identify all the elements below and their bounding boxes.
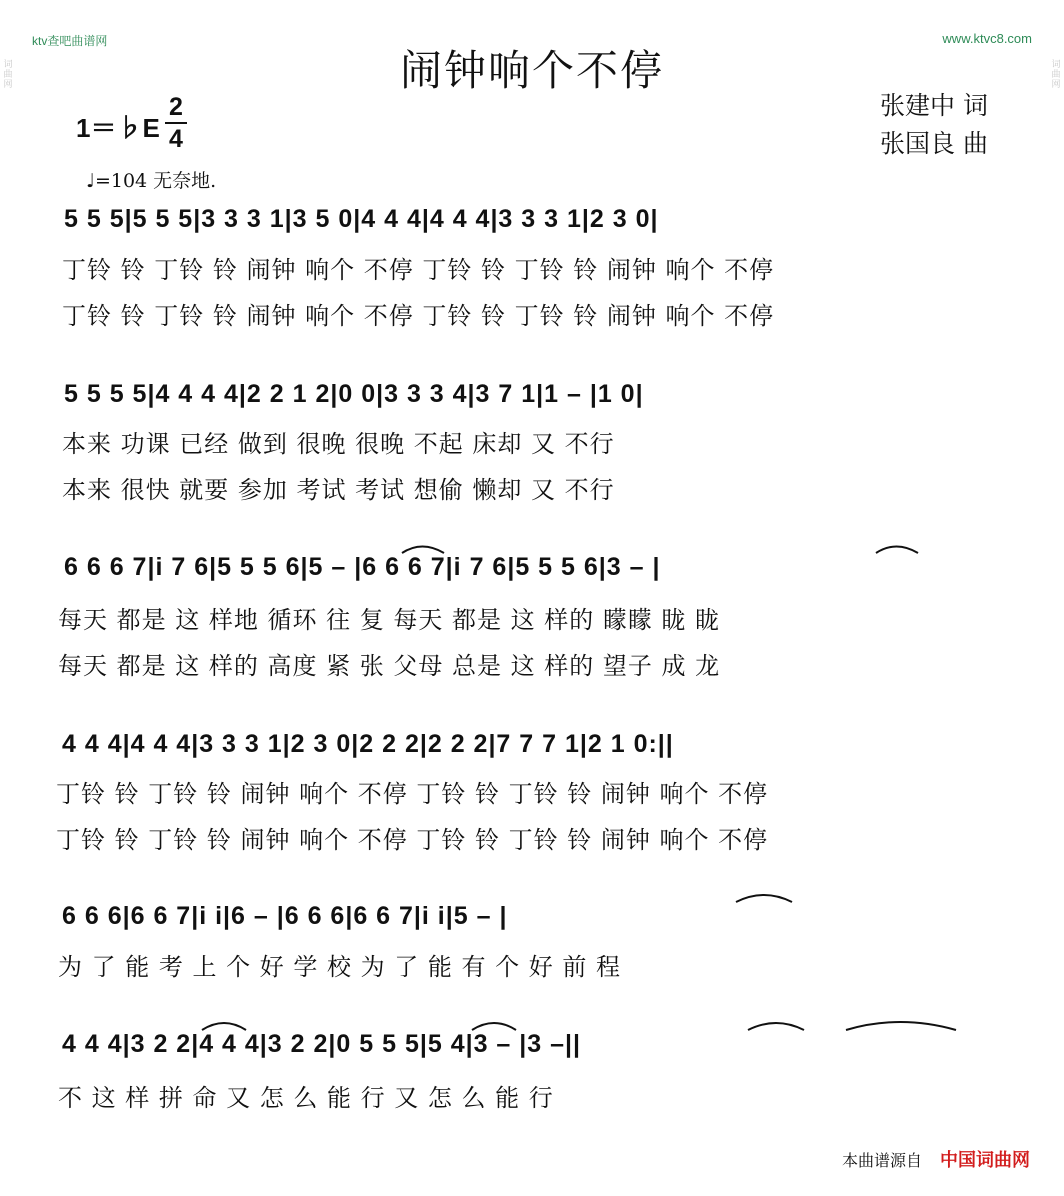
lyric-row-5: 为 了 能 考 上 个 好 学 校 为 了 能 有 个 好 前 程: [58, 953, 622, 981]
key-signature: 1＝♭E: [76, 113, 160, 143]
lyric-row-2-verse-1: 本来 功课 已经 做到 很晚 很晚 不起 床却 又 不行: [62, 430, 615, 458]
meter-bottom: 4: [165, 122, 187, 154]
slur-mark: [402, 547, 444, 554]
watermark-left: ktv查吧曲谱网: [32, 34, 108, 48]
slur-mark: [876, 547, 918, 554]
slur-mark: [846, 1022, 956, 1030]
composer-credit: 张国良 曲: [880, 129, 988, 158]
side-watermark-left: 词曲网: [3, 60, 13, 90]
lyric-row-6: 不 这 样 拼 命 又 怎 么 能 行 又 怎 么 能 行: [58, 1084, 554, 1112]
lyric-row-3-verse-1: 每天 都是 这 样地 循环 往 复 每天 都是 这 样的 矇矇 眬 眬: [58, 606, 721, 634]
lyric-row-3-verse-2: 每天 都是 这 样的 高度 紧 张 父母 总是 这 样的 望子 成 龙: [58, 652, 721, 680]
meter-top: 2: [169, 93, 183, 121]
lyric-row-1-verse-2: 丁铃 铃 丁铃 铃 闹钟 响个 不停 丁铃 铃 丁铃 铃 闹钟 响个 不停: [62, 302, 775, 330]
notation-row-2: 5 5 5 5|4 4 4 4|2 2 1 2|0 0|3 3 3 4|3 7 1|1 – |1 0|: [64, 380, 644, 408]
lyric-row-4-verse-1: 丁铃 铃 丁铃 铃 闹钟 响个 不停 丁铃 铃 丁铃 铃 闹钟 响个 不停: [56, 780, 769, 808]
side-watermark-right: 词曲网: [1051, 60, 1061, 90]
source-label: 本曲谱源自: [841, 1151, 922, 1170]
slur-mark: [748, 1023, 804, 1030]
song-title: 闹钟响个不停: [399, 46, 664, 95]
notation-row-1: 5 5 5|5 5 5|3 3 3 1|3 5 0|4 4 4|4 4 4|3 3 3 1|2 3 0|: [64, 205, 659, 233]
notation-row-4: 4 4 4|4 4 4|3 3 3 1|2 3 0|2 2 2|2 2 2|7 7 7 1|2 1 0:||: [62, 730, 674, 758]
lyric-row-2-verse-2: 本来 很快 就要 参加 考试 考试 想偷 懒却 又 不行: [62, 476, 615, 504]
slur-mark: [202, 1023, 246, 1030]
source-site[interactable]: 中国词曲网: [940, 1150, 1030, 1171]
notation-row-5: 6 6 6|6 6 7|i i|6 – |6 6 6|6 6 7|i i|5 – |: [62, 902, 508, 930]
watermark-right: www.ktvc8.com: [942, 31, 1032, 46]
lyric-row-4-verse-2: 丁铃 铃 丁铃 铃 闹钟 响个 不停 丁铃 铃 丁铃 铃 闹钟 响个 不停: [56, 826, 769, 854]
tempo-marking: ♩=104 无奈地.: [86, 170, 217, 192]
notation-row-6: 4 4 4|3 2 2|4 4 4|3 2 2|0 5 5 5|5 4|3 – |3 –||: [62, 1030, 582, 1058]
notation-row-3: 6 6 6 7|i 7 6|5 5 5 6|5 – |6 6 6 7|i 7 6|5 5 5 6|3 – |: [64, 553, 661, 581]
slur-mark: [736, 895, 792, 902]
lyricist-credit: 张建中 词: [880, 91, 988, 120]
lyric-row-1-verse-1: 丁铃 铃 丁铃 铃 闹钟 响个 不停 丁铃 铃 丁铃 铃 闹钟 响个 不停: [62, 256, 775, 284]
slur-mark: [472, 1023, 516, 1030]
